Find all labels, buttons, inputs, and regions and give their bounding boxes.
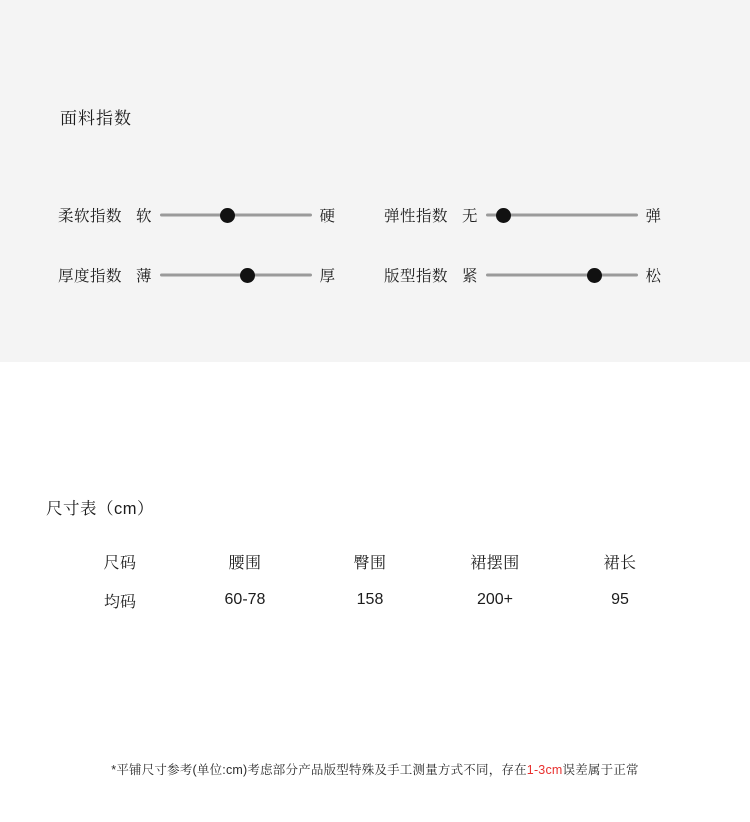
column-header: 尺码 [103,554,137,572]
slider-track-wrap[interactable] [486,206,638,224]
slider-knob[interactable] [587,268,602,283]
slider-high-label: 厚 [319,268,336,285]
column-header: 裙长 [603,554,637,572]
slider-label: 厚度指数 [58,268,123,285]
fabric-slider-row [0,256,750,294]
slider-high-label: 松 [645,268,662,285]
slider-track-wrap[interactable] [486,266,638,284]
footnote-tolerance-value: 1-3cm [526,763,563,777]
slider-high-label: 硬 [319,208,336,225]
fabric-slider-group [0,196,750,294]
slider-track-wrap[interactable] [160,266,312,284]
fabric-slider-softness [58,196,358,234]
column-header: 裙摆围 [470,554,520,572]
fabric-slider-fit [384,256,694,294]
slider-track [160,274,312,277]
slider-knob[interactable] [220,208,235,223]
size-chart-title: 尺寸表（cm） [46,500,154,518]
fabric-index-panel [0,0,750,362]
slider-low-label: 薄 [136,268,152,285]
slider-low-label: 紧 [462,268,478,285]
slider-label: 版型指数 [384,268,449,285]
table-cell: 95 [611,591,629,608]
slider-high-label: 弹 [645,208,662,225]
fabric-slider-thickness [58,256,358,294]
size-chart-footnote [0,760,750,778]
table-header-row [60,542,680,580]
table-cell: 158 [356,591,384,608]
table-cell: 200+ [476,591,514,608]
size-chart-table [60,542,680,620]
slider-knob[interactable] [240,268,255,283]
footnote-text-after: 误差属于正常 [562,763,639,777]
table-row [60,580,680,620]
slider-track [486,274,638,277]
slider-track [160,214,312,217]
column-header: 臀围 [353,554,387,572]
table-cell: 60-78 [224,591,266,608]
column-header: 腰围 [228,554,262,572]
slider-label: 柔软指数 [58,208,123,225]
slider-knob[interactable] [496,208,511,223]
size-chart-section [0,362,750,822]
slider-low-label: 无 [462,208,478,225]
fabric-index-title: 面料指数 [60,109,132,128]
footnote-text-before: *平铺尺寸参考(单位:cm)考虑部分产品版型特殊及手工测量方式不同，存在 [111,763,527,777]
slider-label: 弹性指数 [384,208,449,225]
fabric-slider-row [0,196,750,234]
table-cell: 均码 [103,593,136,611]
slider-track-wrap[interactable] [160,206,312,224]
slider-low-label: 软 [136,208,152,225]
fabric-slider-elasticity [384,196,694,234]
